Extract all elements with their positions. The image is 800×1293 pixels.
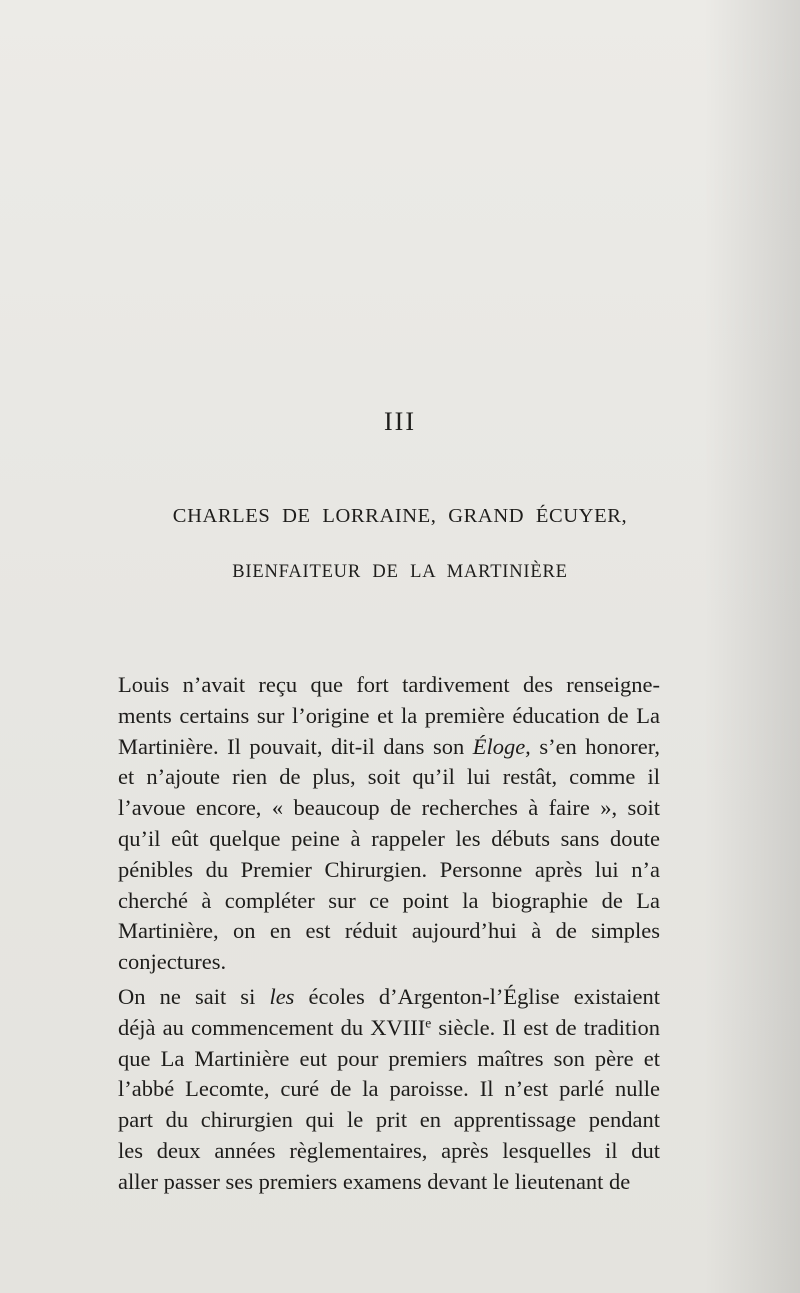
text-line: aller passer ses premiers examens devant le lieutenant de bbox=[118, 1168, 631, 1194]
text-line: et n’ajoute rien de plus, soit qu’il lui restât, comme il bbox=[118, 764, 660, 790]
paragraph bbox=[118, 982, 660, 1198]
chapter-number: III bbox=[384, 407, 416, 436]
text-line: ments certains sur l’origine et la première éducation de La bbox=[118, 702, 660, 728]
text-line: les deux années règlementaires, après lesquelles il dut bbox=[118, 1137, 660, 1163]
chapter-title-line-1: CHARLES DE LORRAINE, GRAND ÉCUYER, bbox=[172, 505, 628, 527]
text-line: pénibles du Premier Chirurgien. Personne après lui n’a bbox=[118, 856, 660, 882]
paragraph bbox=[118, 670, 660, 978]
chapter-title-line-2: BIENFAITEUR DE LA MARTINIÈRE bbox=[232, 562, 568, 582]
text-line: l’avoue encore, « beaucoup de recherches à faire », soit bbox=[118, 795, 660, 821]
body-text bbox=[118, 670, 660, 1198]
text-line: Martinière, on en est réduit aujourd’hui à de simples bbox=[118, 918, 660, 944]
text-line: conjectures. bbox=[118, 949, 227, 975]
text-line: cherché à compléter sur ce point la biographie de La bbox=[118, 887, 660, 913]
text-line: déjà au commencement du XVIIIe siècle. Il est de tradition bbox=[118, 1014, 660, 1040]
text-line: l’abbé Lecomte, curé de la paroisse. Il n’est parlé nulle bbox=[118, 1076, 660, 1102]
italic-word: Éloge, bbox=[472, 733, 531, 759]
text-line: Martinière. Il pouvait, dit-il dans son Éloge, s’en honorer, bbox=[118, 733, 660, 759]
italic-word: les bbox=[269, 983, 295, 1009]
text-line: On ne sait si les écoles d’Argenton-l’Église existaient bbox=[118, 983, 660, 1009]
text-line: part du chirurgien qui le prit en apprentissage pendant bbox=[118, 1107, 660, 1133]
text-line: qu’il eût quelque peine à rappeler les débuts sans doute bbox=[118, 825, 660, 851]
text-line: Louis n’avait reçu que fort tardivement des renseigne- bbox=[118, 672, 660, 697]
superscript: e bbox=[425, 1015, 432, 1031]
text-line: que La Martinière eut pour premiers maîtres son père et bbox=[118, 1045, 660, 1071]
